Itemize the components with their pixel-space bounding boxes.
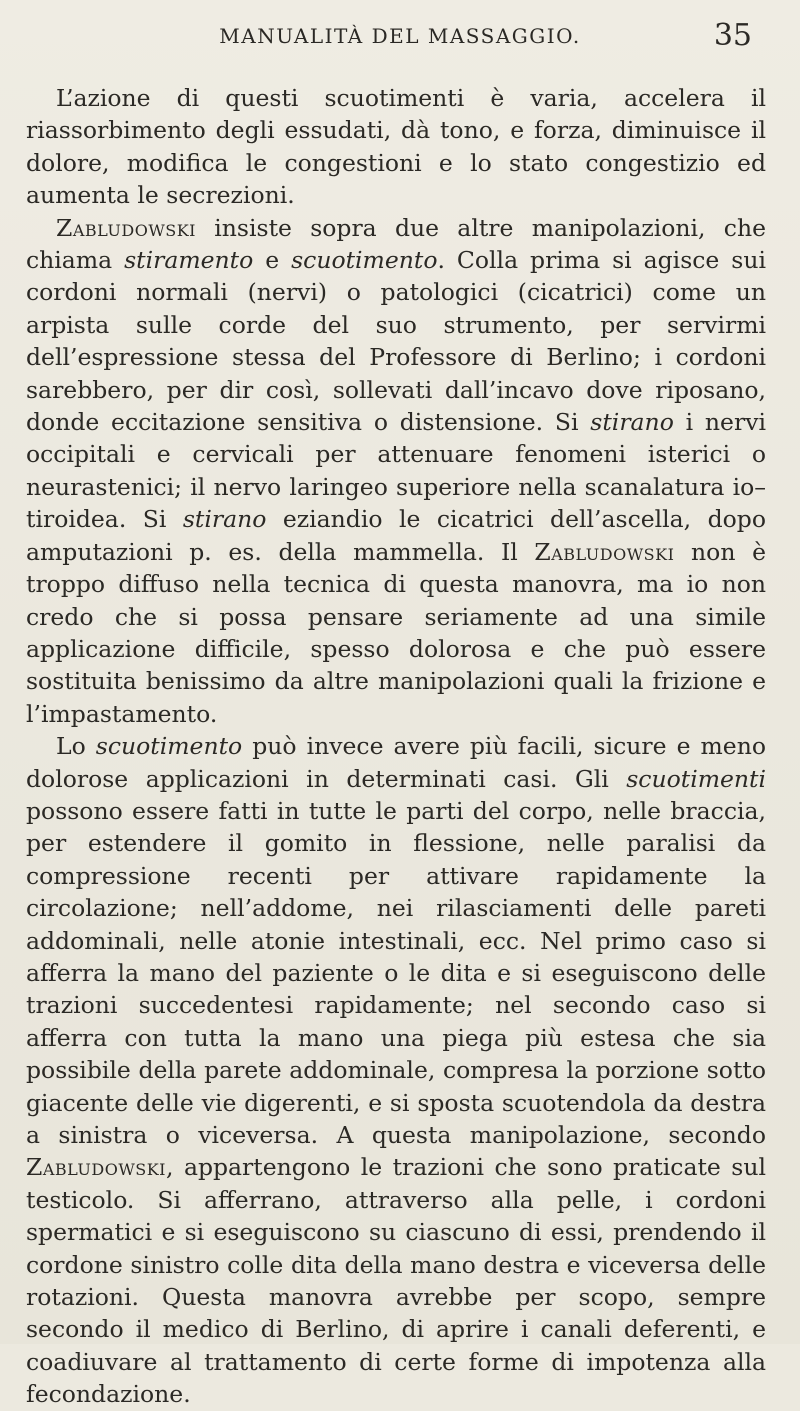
paragraph-2-text-2: e bbox=[253, 246, 292, 275]
paragraph-2 bbox=[26, 212, 766, 731]
author-name: Zabludowski bbox=[26, 1153, 167, 1182]
paragraph-1 bbox=[26, 82, 766, 212]
paragraph-2-text-4: i nervi occipitali e cervicali per attenuare fenomeni isterici o neurastenici; il nervo laringeo superiore nella scanalatura io–tiroidea. Si bbox=[26, 408, 766, 534]
term-stiramento: stiramento bbox=[124, 246, 254, 275]
paragraph-2-text-1: insiste sopra due altre manipolazioni, che chiama bbox=[26, 213, 766, 275]
running-head: MANUALITÀ DEL MASSAGGIO. bbox=[219, 24, 581, 48]
paragraph-3-text-2: può invece avere più facili, sicure e meno dolorose applicazioni in determinati casi. Gli bbox=[26, 732, 766, 793]
body-text bbox=[26, 82, 766, 1411]
paragraph-3-text-1: Lo bbox=[56, 732, 96, 761]
term-scuotimento: scuotimento bbox=[291, 246, 438, 275]
author-name: Zabludowski bbox=[534, 537, 675, 566]
page-header bbox=[0, 18, 800, 58]
term-stirano: stirano bbox=[182, 505, 267, 534]
paragraph-2-text-6: non è troppo diffuso nella tecnica di questa manovra, ma io non credo che si possa pensare seriamente ad una simile applicazione difficile, spesso dolorosa e che può essere sostituita benissimo da altre manipolazioni quali la frizione e l’impastamento. bbox=[26, 537, 766, 728]
paragraph-3 bbox=[26, 730, 766, 1411]
page-number: 35 bbox=[713, 18, 752, 53]
term-scuotimenti: scuotimenti bbox=[626, 764, 766, 793]
author-name: Zabludowski bbox=[56, 213, 197, 242]
term-stirano: stirano bbox=[590, 408, 674, 437]
paragraph-2-text-5: eziandio le cicatrici dell’ascella, dopo amputazioni p. es. della mammella. Il bbox=[26, 505, 767, 566]
paragraph-2-text-3: . Colla prima si agisce sui cordoni normali (nervi) o patologici (cicatrici) come un arpista sulle corde del suo strumento, per servirmi dell’espressione stessa del Professore di Berlino; i cordoni sarebbero, per dir così, sollevati dall’incavo dove riposano, donde eccitazione sensitiva o distensione. Si bbox=[26, 246, 766, 437]
term-scuotimento: scuotimento bbox=[95, 732, 243, 761]
paragraph-3-text-3: possono essere fatti in tutte le parti del corpo, nelle braccia, per estendere il gomito in flessione, nelle paralisi da compressione recenti per attivare rapidamente la circolazione; nell’addome, nei rilasciamenti delle pareti addominali, nelle atonie intestinali, ecc. Nel primo caso si afferra la mano del paziente o le dita e si eseguiscono delle trazioni succedentesi rapidamente; nel secondo caso si afferra con tutta la mano una piega più estesa che sia possibile della parete addominale, compresa la porzione sotto giacente delle vie digerenti, e si sposta scuotendola da destra a sinistra o viceversa. A questa manipolazione, secondo bbox=[26, 796, 766, 1149]
paragraph-3-text-4: , appartengono le trazioni che sono praticate sul testicolo. Si afferrano, attraverso alla pelle, i cordoni spermatici e si eseguiscono su ciascuno di essi, prendendo il cordone sinistro colle dita della mano destra e viceversa delle rotazioni. Questa manovra avrebbe per scopo, sempre secondo il medico di Berlino, di aprire i canali deferenti, e coadiuvare al trattamento di certe forme di impotenza alla fecondazione. bbox=[26, 1153, 766, 1409]
paragraph-1-text: L’azione di questi scuotimenti è varia, accelera il riassorbimento degli essudati, dà tono, e forza, diminuisce il dolore, modifica le congestioni e lo stato congestizio ed aumenta le secrezioni. bbox=[26, 84, 766, 210]
